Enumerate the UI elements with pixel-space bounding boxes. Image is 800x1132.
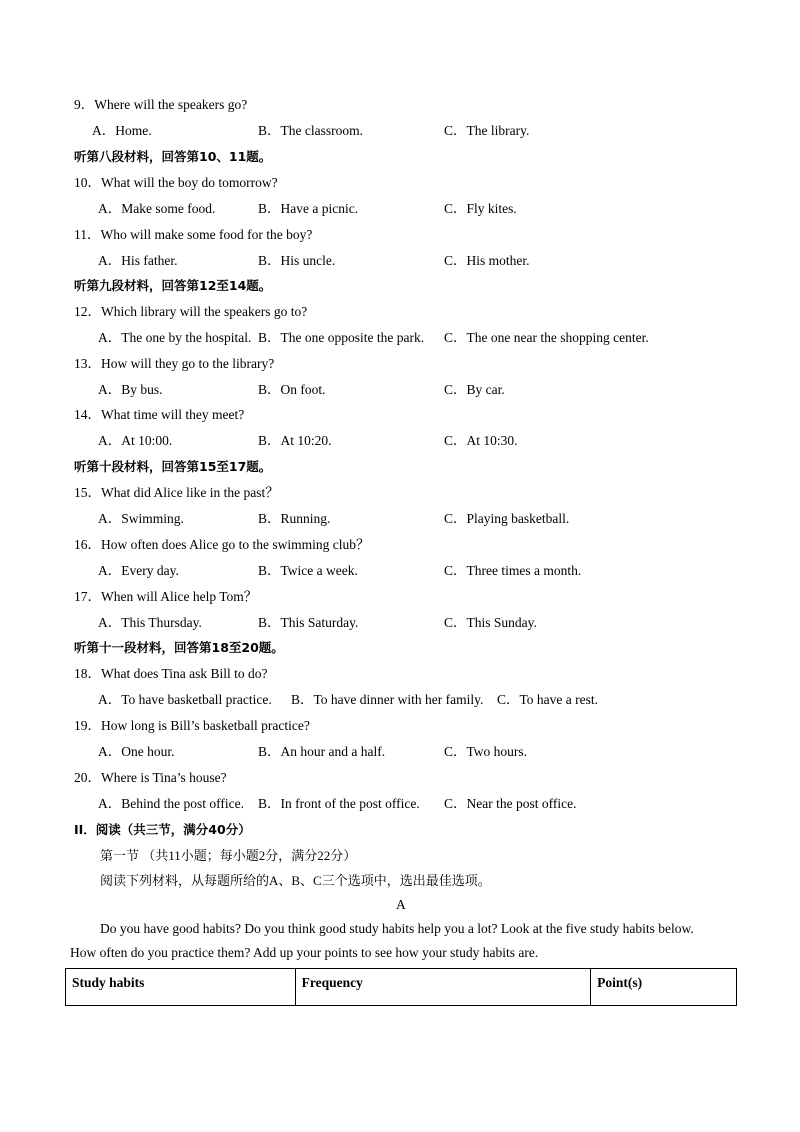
reading-part1-heading: 第一节 （共11小题；每小题2分，满分22分） <box>100 848 357 863</box>
header-study-habits: Study habits <box>66 969 296 1006</box>
q13-option-a: A．By bus. <box>98 382 163 397</box>
section-9-header: 听第九段材料，回答第12至14题。 <box>74 278 272 293</box>
table-header-row <box>66 969 737 1006</box>
study-habits-table <box>65 968 737 1006</box>
q20-option-a: A．Behind the post office. <box>98 796 244 811</box>
q19-option-b: B．An hour and a half. <box>258 744 386 759</box>
q9-option-a: A．Home. <box>92 123 152 138</box>
question-18: 18．What does Tina ask Bill to do? <box>74 666 268 681</box>
q18-option-c: C．To have a rest. <box>497 692 599 707</box>
q14-option-a: A．At 10:00. <box>98 433 173 448</box>
q10-option-b: B．Have a picnic. <box>258 201 359 216</box>
q17-option-c: C．This Sunday. <box>444 615 537 630</box>
q14-option-b: B．At 10:20. <box>258 433 332 448</box>
q20-option-c: C．Near the post office. <box>444 796 577 811</box>
q20-option-b: B．In front of the post office. <box>258 796 420 811</box>
q13-option-b: B．On foot. <box>258 382 326 397</box>
section-8-header: 听第八段材料，回答第10、11题。 <box>74 149 272 164</box>
q10-option-a: A．Make some food. <box>98 201 216 216</box>
header-frequency: Frequency <box>295 969 591 1006</box>
q19-option-a: A．One hour. <box>98 744 175 759</box>
q11-option-c: C．His mother. <box>444 253 530 268</box>
q16-option-b: B．Twice a week. <box>258 563 358 578</box>
passage-paragraph-line-1: Do you have good habits? Do you think good study habits help you a lot? Look at the five study habits below. <box>100 921 694 936</box>
passage-label: A <box>396 897 406 912</box>
q9-option-c: C．The library. <box>444 123 530 138</box>
question-20: 20．Where is Tina’s house? <box>74 770 227 785</box>
header-points: Point(s) <box>591 969 737 1006</box>
q11-option-b: B．His uncle. <box>258 253 336 268</box>
question-9: 9．Where will the speakers go? <box>74 97 248 112</box>
question-10: 10．What will the boy do tomorrow? <box>74 175 278 190</box>
question-12: 12．Which library will the speakers go to? <box>74 304 308 319</box>
q17-option-a: A．This Thursday. <box>98 615 202 630</box>
q18-option-b: B．To have dinner with her family. <box>291 692 484 707</box>
question-15: 15．What did Alice like in the past？ <box>74 485 279 500</box>
question-11: 11．Who will make some food for the boy? <box>74 227 313 242</box>
q10-option-c: C．Fly kites. <box>444 201 517 216</box>
q15-option-c: C．Playing basketball. <box>444 511 570 526</box>
q16-option-a: A．Every day. <box>98 563 179 578</box>
q15-option-a: A．Swimming. <box>98 511 184 526</box>
q13-option-c: C．By car. <box>444 382 505 397</box>
q12-option-b: B．The one opposite the park. <box>258 330 425 345</box>
question-14: 14．What time will they meet? <box>74 407 245 422</box>
q9-option-b: B．The classroom. <box>258 123 363 138</box>
reading-section-title: II．阅读（共三节，满分40分） <box>74 822 251 837</box>
q12-option-c: C．The one near the shopping center. <box>444 330 649 345</box>
q16-option-c: C．Three times a month. <box>444 563 582 578</box>
q18-option-a: A．To have basketball practice. <box>98 692 272 707</box>
section-10-header: 听第十段材料，回答第15至17题。 <box>74 459 272 474</box>
q19-option-c: C．Two hours. <box>444 744 528 759</box>
reading-instruction: 阅读下列材料，从每题所给的A、B、C三个选项中，选出最佳选项。 <box>100 873 491 888</box>
q17-option-b: B．This Saturday. <box>258 615 359 630</box>
question-16: 16．How often does Alice go to the swimming club？ <box>74 537 370 552</box>
q12-option-a: A．The one by the hospital. <box>98 330 252 345</box>
q15-option-b: B．Running. <box>258 511 331 526</box>
q14-option-c: C．At 10:30. <box>444 433 518 448</box>
question-13: 13．How will they go to the library? <box>74 356 275 371</box>
question-19: 19．How long is Bill’s basketball practice? <box>74 718 310 733</box>
passage-paragraph-line-2: How often do you practice them? Add up your points to see how your study habits are. <box>70 945 539 960</box>
question-17: 17．When will Alice help Tom？ <box>74 589 258 604</box>
q11-option-a: A．His father. <box>98 253 178 268</box>
section-11-header: 听第十一段材料，回答第18至20题。 <box>74 640 284 655</box>
